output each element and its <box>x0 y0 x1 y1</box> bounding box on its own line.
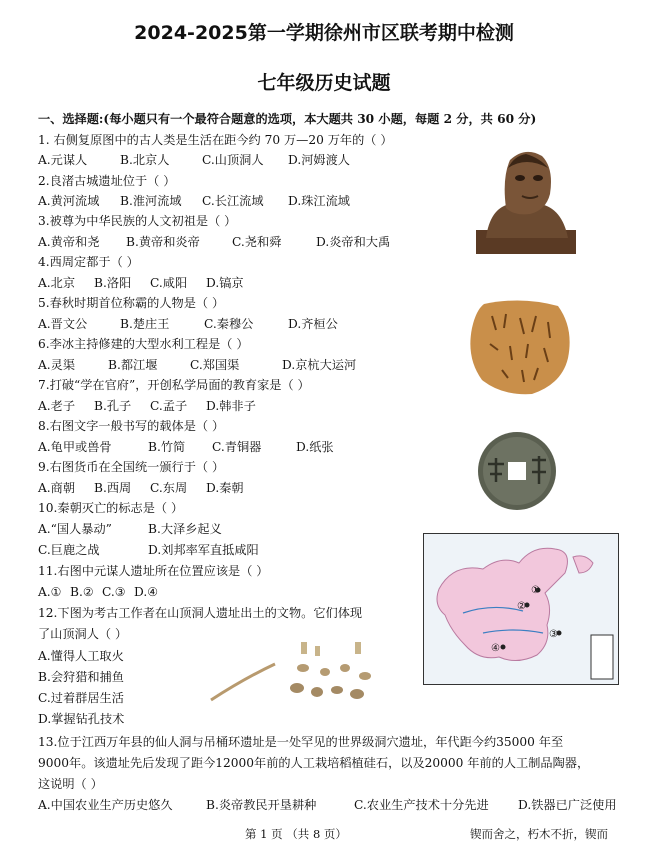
option[interactable]: C.尧和舜 <box>232 235 282 249</box>
question-7-stem: 7.打破“学在官府”，开创私学局面的教育家是（ ） <box>38 378 310 392</box>
option[interactable]: C.山顶洞人 <box>202 153 264 167</box>
question-12-stem-2: 了山顶洞人（ ） <box>38 627 128 641</box>
footer-motto: 锲而舍之，朽木不折，锲而 <box>470 827 608 841</box>
map-marker-1: ① <box>531 585 540 596</box>
option[interactable]: A.① <box>38 585 62 599</box>
option[interactable]: B.竹简 <box>148 440 186 454</box>
question-10-stem: 10.秦朝灭亡的标志是（ ） <box>38 501 184 515</box>
option[interactable]: C.③ <box>102 585 126 599</box>
question-12-stem: 12.下图为考古工作者在山顶洞人遗址出土的文物。它们体现 <box>38 606 363 620</box>
question-10-options-2 <box>38 542 259 558</box>
question-7-options <box>38 398 256 414</box>
question-5-stem: 5.春秋时期首位称霸的人物是（ ） <box>38 296 225 310</box>
question-3-options <box>38 234 390 250</box>
question-9-options <box>38 480 244 496</box>
option[interactable]: A.“国人暴动” <box>38 522 112 536</box>
option[interactable]: A.黄河流域 <box>38 194 100 208</box>
option[interactable]: B.黄帝和炎帝 <box>126 235 200 249</box>
option[interactable]: A.懂得人工取火 <box>38 649 124 663</box>
option[interactable]: B.大泽乡起义 <box>148 522 222 536</box>
option[interactable]: A.商朝 <box>38 481 76 495</box>
option[interactable]: C.巨鹿之战 <box>38 543 100 557</box>
option[interactable]: B.北京人 <box>120 153 170 167</box>
option[interactable]: D.秦朝 <box>206 481 244 495</box>
exam-subtitle: 七年级历史试题 <box>257 72 391 94</box>
china-map-image <box>423 533 619 685</box>
question-2-options <box>38 193 350 209</box>
option[interactable]: A.龟甲或兽骨 <box>38 440 112 454</box>
option[interactable]: D.掌握钻孔技术 <box>38 712 125 726</box>
question-4-stem: 4.西周定都于（ ） <box>38 255 139 269</box>
exam-title: 2024-2025第一学期徐州市区联考期中检测 <box>134 22 514 44</box>
oracle-bone-image <box>462 298 580 398</box>
question-13-options <box>38 797 617 813</box>
question-13-stem-3: 这说明（ ） <box>38 777 103 791</box>
question-1-stem: 1. 右侧复原图中的古人类是生活在距今约 70 万—20 万年的（ ） <box>38 133 393 147</box>
map-marker-2: ② <box>517 601 526 612</box>
option[interactable]: D.珠江流域 <box>288 194 350 208</box>
question-11-options <box>38 584 158 600</box>
question-13-stem: 13.位于江西万年县的仙人洞与吊桶环遗址是一处罕见的世界级洞穴遗址，年代距今约35000 年至 <box>38 735 564 749</box>
question-10-options <box>38 521 222 537</box>
option[interactable]: B.炎帝教民开垦耕种 <box>206 798 317 812</box>
option[interactable]: B.② <box>70 585 94 599</box>
section-heading: 一、选择题:(每小题只有一个最符合题意的选项，本大题共 30 小题，每题 2 分，共 60 分) <box>38 112 537 126</box>
page-number: 第 1 页 （共 8 页） <box>245 827 347 841</box>
option[interactable]: C.孟子 <box>150 399 188 413</box>
option[interactable]: D.韩非子 <box>206 399 256 413</box>
option[interactable]: D.纸张 <box>296 440 334 454</box>
option[interactable]: B.都江堰 <box>108 358 158 372</box>
question-6-stem: 6.李冰主持修建的大型水利工程是（ ） <box>38 337 249 351</box>
option[interactable]: B.楚庄王 <box>120 317 170 331</box>
option[interactable]: D.京杭大运河 <box>282 358 357 372</box>
question-3-stem: 3.被尊为中华民族的人文初祖是（ ） <box>38 214 237 228</box>
option[interactable]: D.齐桓公 <box>288 317 338 331</box>
option[interactable]: B.会狩猎和捕鱼 <box>38 670 124 684</box>
option[interactable]: D.④ <box>134 585 159 599</box>
question-1-options <box>38 152 350 168</box>
question-4-options <box>38 275 244 291</box>
question-8-options <box>38 439 334 455</box>
option[interactable]: D.河姆渡人 <box>288 153 350 167</box>
question-6-options <box>38 357 356 373</box>
question-11-stem: 11.右图中元谋人遗址所在位置应该是（ ） <box>38 564 269 578</box>
option[interactable]: B.淮河流域 <box>120 194 182 208</box>
question-13-stem-2: 9000年。该遗址先后发现了距今12000年前的人工栽培稻植硅石，以及20000 年前的人工制品陶器， <box>38 756 590 770</box>
shandingdong-artifacts-image <box>205 638 385 710</box>
option[interactable]: A.老子 <box>38 399 76 413</box>
option[interactable]: A.元谋人 <box>38 153 88 167</box>
option[interactable]: A.中国农业生产历史悠久 <box>38 798 173 812</box>
map-marker-3: ③ <box>549 629 558 640</box>
option[interactable]: C.郑国渠 <box>190 358 240 372</box>
option[interactable]: C.咸阳 <box>150 276 188 290</box>
question-8-stem: 8.右图文字一般书写的载体是（ ） <box>38 419 225 433</box>
question-9-stem: 9.右图货币在全国统一颁行于（ ） <box>38 460 225 474</box>
option[interactable]: C.农业生产技术十分先进 <box>354 798 489 812</box>
option[interactable]: B.洛阳 <box>94 276 132 290</box>
option[interactable]: C.青铜器 <box>212 440 262 454</box>
ban-liang-coin-image <box>476 430 558 512</box>
option[interactable]: D.铁器已广泛使用 <box>518 798 617 812</box>
option[interactable]: B.孔子 <box>94 399 132 413</box>
option[interactable]: A.黄帝和尧 <box>38 235 100 249</box>
option[interactable]: C.东周 <box>150 481 188 495</box>
peking-man-bust-image <box>470 138 580 256</box>
option[interactable]: C.长江流域 <box>202 194 264 208</box>
option[interactable]: C.秦穆公 <box>204 317 254 331</box>
option[interactable]: D.刘邦率军直抵咸阳 <box>148 543 259 557</box>
option[interactable]: C.过着群居生活 <box>38 691 124 705</box>
map-marker-4: ④ <box>491 643 500 654</box>
option[interactable]: D.炎帝和大禹 <box>316 235 391 249</box>
option[interactable]: A.晋文公 <box>38 317 88 331</box>
question-5-options <box>38 316 338 332</box>
option[interactable]: A.北京 <box>38 276 76 290</box>
option[interactable]: A.灵渠 <box>38 358 76 372</box>
option[interactable]: B.西周 <box>94 481 132 495</box>
question-2-stem: 2.良渚古城遗址位于（ ） <box>38 174 176 188</box>
option[interactable]: D.镐京 <box>206 276 244 290</box>
